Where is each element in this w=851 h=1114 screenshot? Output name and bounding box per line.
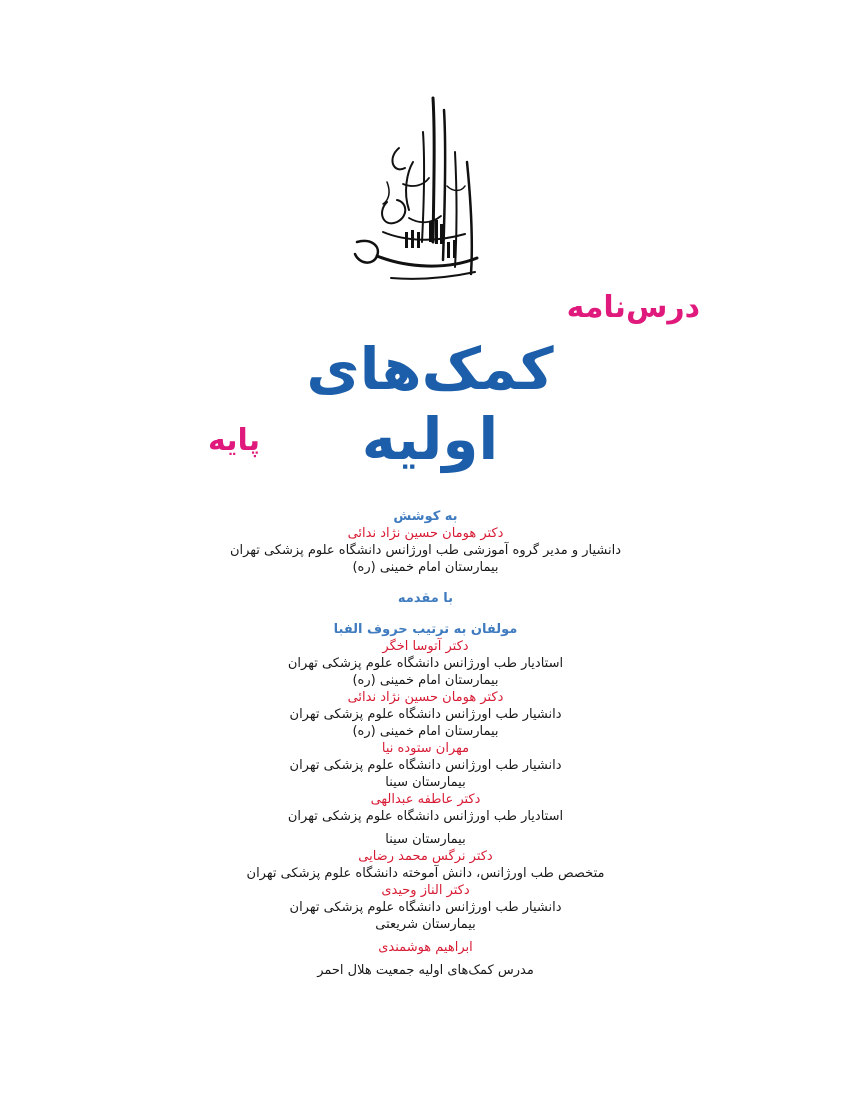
compiler-name: دکتر هومان حسین نژاد ندائی <box>347 526 504 541</box>
author-name: دکتر هومان حسین نژاد ندائی <box>347 690 504 705</box>
author-hospital: بیمارستان سینا <box>385 832 466 847</box>
author-hospital: بیمارستان امام خمینی (ره) <box>352 673 499 688</box>
title-main: کمک‌های اولیه <box>306 335 554 473</box>
author-position: استادیار طب اورژانس دانشگاه علوم پزشکی تهران <box>287 809 564 824</box>
author-position: دانشیار طب اورژانس دانشگاه علوم پزشکی تهران <box>289 707 562 722</box>
author-position: استادیار طب اورژانس دانشگاه علوم پزشکی تهران <box>287 656 564 671</box>
title-suffix: پایه <box>208 423 260 458</box>
authors-heading: مولفان به ترتیب حروف الفبا <box>333 622 518 637</box>
author-position: متخصص طب اورژانس، دانش آموخته دانشگاه علوم پزشکی تهران <box>246 866 605 881</box>
author-hospital: بیمارستان سینا <box>385 775 466 790</box>
compiler-position: دانشیار و مدیر گروه آموزشی طب اورژانس دانشگاه علوم پزشکی تهران <box>229 543 622 558</box>
author-name: مهران ستوده نیا <box>381 741 470 756</box>
bismillah-calligraphy <box>347 92 497 282</box>
title-prefix: درس‌نامه <box>566 290 700 325</box>
author-name: دکتر عاطفه عبدالهی <box>370 792 481 807</box>
author-name: دکتر نرگس محمد رضایی <box>358 849 493 864</box>
credits-block <box>0 508 851 979</box>
foreword-heading: با مقدمه <box>397 591 454 606</box>
author-position: مدرس کمک‌های اولیه جمعیت هلال احمر <box>317 963 534 978</box>
author-position: دانشیار طب اورژانس دانشگاه علوم پزشکی تهران <box>289 758 562 773</box>
author-position: دانشیار طب اورژانس دانشگاه علوم پزشکی تهران <box>289 900 562 915</box>
compiler-hospital: بیمارستان امام خمینی (ره) <box>352 560 499 575</box>
author-name: دکتر آتوسا اخگر <box>382 639 469 654</box>
author-name: دکتر الناز وحیدی <box>381 883 470 898</box>
author-hospital: بیمارستان شریعتی <box>375 917 476 932</box>
author-name: ابراهیم هوشمندی <box>378 940 473 955</box>
compiled-by-heading: به کوشش <box>393 509 458 524</box>
author-hospital: بیمارستان امام خمینی (ره) <box>352 724 499 739</box>
